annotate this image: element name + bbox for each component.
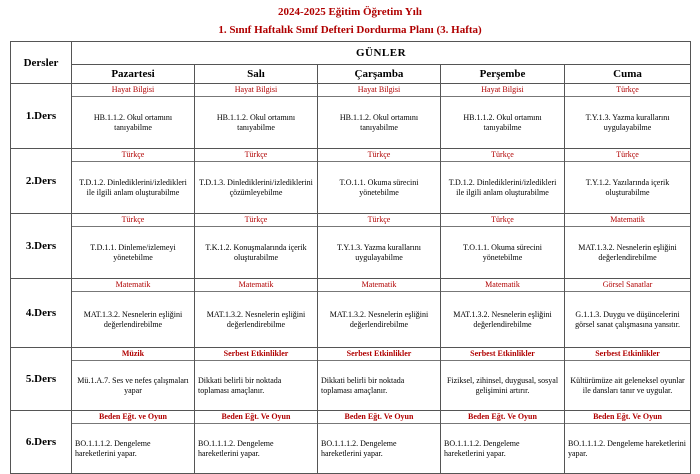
outcome-text: T.D.1.2. Dinlediklerini/izledikleri ile ilgili anlam oluşturabilme: [448, 177, 557, 197]
day-header-sali: Salı: [195, 65, 318, 84]
outcome-text: HB.1.1.2. Okul ortamını tanıyabilme: [463, 112, 542, 132]
table-row: [11, 149, 691, 214]
schedule-table: [10, 41, 691, 474]
lesson-cell-carsamba: [318, 214, 441, 279]
table-row: [11, 84, 691, 149]
lesson-cell-pazartesi: [72, 348, 195, 411]
day-header-carsamba: Çarşamba: [318, 65, 441, 84]
dersler-header: Dersler: [11, 42, 72, 84]
outcome-text: Dikkati belirli bir noktada toplaması amaçlanır.: [198, 375, 282, 395]
lesson-cell-carsamba: [318, 149, 441, 214]
outcome-text: T.Y.1.2. Yazılarında içerik oluşturabilme: [585, 177, 670, 197]
lesson-cell-carsamba: [318, 348, 441, 411]
lesson-cell-sali: [195, 214, 318, 279]
lesson-cell-sali: [195, 84, 318, 149]
outcome-text: T.Y.1.3. Yazma kurallarını uygulayabilme: [585, 112, 670, 132]
lesson-cell-persembe: [441, 411, 565, 474]
lesson-cell-sali: [195, 279, 318, 348]
lesson-cell-pazartesi: [72, 279, 195, 348]
day-header-pazartesi: Pazartesi: [72, 65, 195, 84]
lesson-cell-pazartesi: [72, 84, 195, 149]
subject-label: Türkçe: [565, 149, 690, 162]
ders-label: 6.Ders: [11, 411, 72, 474]
subject-label: Beden Eğt. Ve Oyun: [565, 411, 690, 424]
outcome-text: T.K.1.2. Konuşmalarında içerik oluşturabilme: [205, 242, 307, 262]
lesson-cell-cuma: [565, 279, 691, 348]
lesson-cell-pazartesi: [72, 149, 195, 214]
outcome-text: MAT.1.3.2. Nesnelerin eşliğini değerlendirebilme: [453, 309, 552, 329]
outcome-text: MAT.1.3.2. Nesnelerin eşliğini değerlendirebilme: [83, 309, 183, 329]
subject-label: Serbest Etkinlikler: [565, 348, 690, 361]
ders-label: 4.Ders: [11, 279, 72, 348]
outcome-text: HB.1.1.2. Okul ortamını tanıyabilme: [216, 112, 296, 132]
subject-label: Türkçe: [195, 149, 317, 162]
lesson-cell-cuma: [565, 214, 691, 279]
subject-label: Beden Eğt. Ve Oyun: [318, 411, 440, 424]
ders-label: 2.Ders: [11, 149, 72, 214]
ders-label: 5.Ders: [11, 348, 72, 411]
outcome-text: T.D.1.3. Dinlediklerini/izlediklerini çözümleyebilme: [199, 177, 313, 197]
outcome-text: Kültürümüze ait geleneksel oyunlar ile dansları tanır ve uygular.: [570, 375, 685, 395]
subject-label: Hayat Bilgisi: [195, 84, 317, 97]
lesson-cell-persembe: [441, 279, 565, 348]
outcome-text: T.O.1.1. Okuma sürecini yönetebilme: [463, 242, 542, 262]
table-row: [11, 411, 691, 474]
subject-label: Beden Eğt. Ve Oyun: [195, 411, 317, 424]
lesson-cell-persembe: [441, 149, 565, 214]
lesson-cell-pazartesi: [72, 411, 195, 474]
subject-label: Beden Eğt. Ve Oyun: [441, 411, 564, 424]
ders-label: 3.Ders: [11, 214, 72, 279]
subject-label: Türkçe: [565, 84, 690, 97]
document-title: 2024-2025 Eğitim Öğretim Yılı: [278, 6, 422, 18]
lesson-cell-sali: [195, 149, 318, 214]
document-subtitle: 1. Sınıf Haftalık Sınıf Defteri Dordurma Planı (3. Hafta): [218, 24, 482, 36]
outcome-text: BO.1.1.1.2. Dengeleme hareketlerini yapar.: [75, 438, 151, 458]
subject-label: Matematik: [195, 279, 317, 292]
outcome-text: T.O.1.1. Okuma sürecini yönetebilme: [339, 177, 419, 197]
outcome-text: BO.1.1.1.2. Dengeleme hareketlerini yapar.: [198, 438, 274, 458]
subject-label: Matematik: [565, 214, 690, 227]
outcome-text: Fiziksel, zihinsel, duygusal, sosyal gelişimini artırır.: [446, 375, 559, 395]
outcome-text: BO.1.1.1.2. Dengeleme hareketlerini yapar.: [444, 438, 520, 458]
outcome-text: BO.1.1.1.2. Dengeleme hareketlerini yapar.: [321, 438, 397, 458]
lesson-cell-persembe: [441, 214, 565, 279]
subject-label: Matematik: [318, 279, 440, 292]
lesson-cell-persembe: [441, 348, 565, 411]
subject-label: Görsel Sanatlar: [565, 279, 690, 292]
day-header-cuma: Cuma: [565, 65, 691, 84]
outcome-text: BO.1.1.1.2. Dengeleme hareketlerini yapar.: [568, 438, 686, 458]
ders-label: 1.Ders: [11, 84, 72, 149]
table-row: [11, 279, 691, 348]
subject-label: Türkçe: [318, 214, 440, 227]
outcome-text: HB.1.1.2. Okul ortamını tanıyabilme: [93, 112, 173, 132]
lesson-cell-cuma: [565, 411, 691, 474]
gunler-header: GÜNLER: [72, 42, 691, 65]
subject-label: Türkçe: [318, 149, 440, 162]
lesson-cell-sali: [195, 348, 318, 411]
day-header-persembe: Perşembe: [441, 65, 565, 84]
outcome-text: Mü.1.A.7. Ses ve nefes çalışmaları yapar: [77, 375, 189, 395]
subject-label: Türkçe: [441, 149, 564, 162]
subject-label: Türkçe: [195, 214, 317, 227]
lesson-cell-cuma: [565, 149, 691, 214]
outcome-text: MAT.1.3.2. Nesnelerin eşliğini değerlendirebilme: [206, 309, 306, 329]
subject-label: Serbest Etkinlikler: [441, 348, 564, 361]
subject-label: Hayat Bilgisi: [318, 84, 440, 97]
subject-label: Hayat Bilgisi: [441, 84, 564, 97]
outcome-text: T.D.1.1. Dinleme/izlemeyi yönetebilme: [90, 242, 176, 262]
outcome-text: G.1.1.3. Duygu ve düşüncelerini görsel sanat çalışmasına yansıtır.: [575, 309, 680, 329]
subject-label: Serbest Etkinlikler: [195, 348, 317, 361]
table-row: [11, 348, 691, 411]
outcome-text: Dikkati belirli bir noktada toplaması amaçlanır.: [321, 375, 405, 395]
subject-label: Matematik: [72, 279, 194, 292]
subject-label: Müzik: [72, 348, 194, 361]
outcome-text: T.D.1.2. Dinlediklerini/izledikleri ile ilgili anlam oluşturabilme: [79, 177, 187, 197]
lesson-cell-carsamba: [318, 411, 441, 474]
lesson-cell-carsamba: [318, 279, 441, 348]
table-row: [11, 214, 691, 279]
lesson-cell-cuma: [565, 348, 691, 411]
subject-label: Türkçe: [441, 214, 564, 227]
subject-label: Türkçe: [72, 149, 194, 162]
outcome-text: MAT.1.3.2. Nesnelerin eşliğini değerlendirebilme: [329, 309, 429, 329]
subject-label: Hayat Bilgisi: [72, 84, 194, 97]
outcome-text: T.Y.1.3. Yazma kurallarını uygulayabilme: [337, 242, 421, 262]
lesson-cell-carsamba: [318, 84, 441, 149]
lesson-cell-persembe: [441, 84, 565, 149]
outcome-text: MAT.1.3.2. Nesnelerin eşliğini değerlendirebilme: [578, 242, 677, 262]
subject-label: Beden Eğt. ve Oyun: [72, 411, 194, 424]
subject-label: Serbest Etkinlikler: [318, 348, 440, 361]
outcome-text: HB.1.1.2. Okul ortamını tanıyabilme: [339, 112, 419, 132]
subject-label: Türkçe: [72, 214, 194, 227]
subject-label: Matematik: [441, 279, 564, 292]
lesson-cell-cuma: [565, 84, 691, 149]
lesson-cell-pazartesi: [72, 214, 195, 279]
lesson-cell-sali: [195, 411, 318, 474]
